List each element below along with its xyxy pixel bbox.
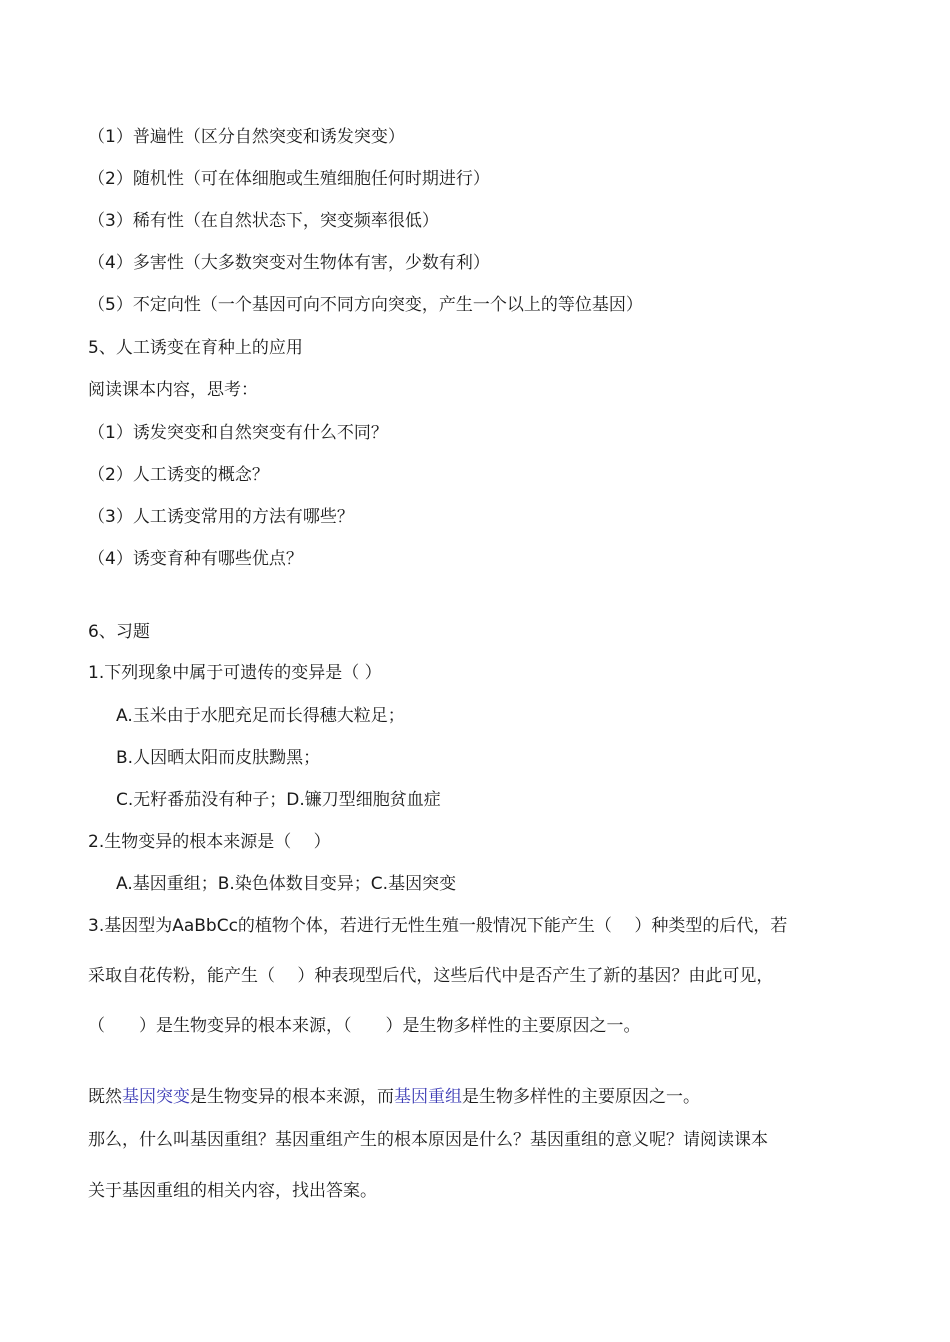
trait-universality: （1）普遍性（区分自然突变和诱发突变）: [88, 127, 405, 147]
closing-text-2: 是生物变异的根本来源，而: [190, 1087, 394, 1107]
section5-question-3: （3）人工诱变常用的方法有哪些？: [88, 507, 354, 527]
gene-recombination-link[interactable]: 基因重组: [394, 1087, 462, 1107]
trait-harmfulness: （4）多害性（大多数突变对生物体有害，少数有利）: [88, 253, 490, 273]
section5-question-4: （4）诱变育种有哪些优点？: [88, 549, 303, 569]
closing-paragraph-1: [88, 1085, 700, 1109]
closing-paragraph-2-line-1: 那么，什么叫基因重组？基因重组产生的根本原因是什么？基因重组的意义呢？请阅读课本: [88, 1130, 768, 1150]
trait-randomness: （2）随机性（可在体细胞或生殖细胞任何时期进行）: [88, 169, 490, 189]
q3-line-2: 采取自花传粉，能产生（ ）种表现型后代，这些后代中是否产生了新的基因？由此可见，: [88, 966, 774, 986]
section6-heading: 6、习题: [88, 622, 150, 642]
closing-text-3: 是生物多样性的主要原因之一。: [462, 1087, 700, 1107]
q3-line-1: 3.基因型为AaBbCc的植物个体，若进行无性生殖一般情况下能产生（ ）种类型的后代，若: [88, 916, 788, 936]
q1-option-b: B.人因晒太阳而皮肤黝黑；: [116, 748, 321, 768]
q2-options: A.基因重组；B.染色体数目变异；C.基因突变: [116, 874, 457, 894]
section5-question-2: （2）人工诱变的概念？: [88, 465, 269, 485]
q2-stem: 2.生物变异的根本来源是（ ）: [88, 832, 331, 852]
q1-option-a: A.玉米由于水肥充足而长得穗大粒足；: [116, 706, 405, 726]
q1-stem: 1.下列现象中属于可遗传的变异是（ ）: [88, 663, 382, 683]
gene-mutation-link[interactable]: 基因突变: [122, 1087, 190, 1107]
closing-text-1: 既然: [88, 1087, 122, 1107]
closing-paragraph-2-line-2: 关于基因重组的相关内容，找出答案。: [88, 1181, 377, 1201]
q1-option-cd: C.无籽番茄没有种子；D.镰刀型细胞贫血症: [116, 790, 441, 810]
section5-heading: 5、人工诱变在育种上的应用: [88, 338, 303, 358]
trait-rarity: （3）稀有性（在自然状态下，突变频率很低）: [88, 211, 439, 231]
section5-intro: 阅读课本内容，思考：: [88, 380, 258, 400]
section5-question-1: （1）诱发突变和自然突变有什么不同？: [88, 423, 388, 443]
q3-line-3: （ ）是生物变异的根本来源，（ ）是生物多样性的主要原因之一。: [88, 1016, 641, 1036]
trait-non-directionality: （5）不定向性（一个基因可向不同方向突变，产生一个以上的等位基因）: [88, 295, 643, 315]
